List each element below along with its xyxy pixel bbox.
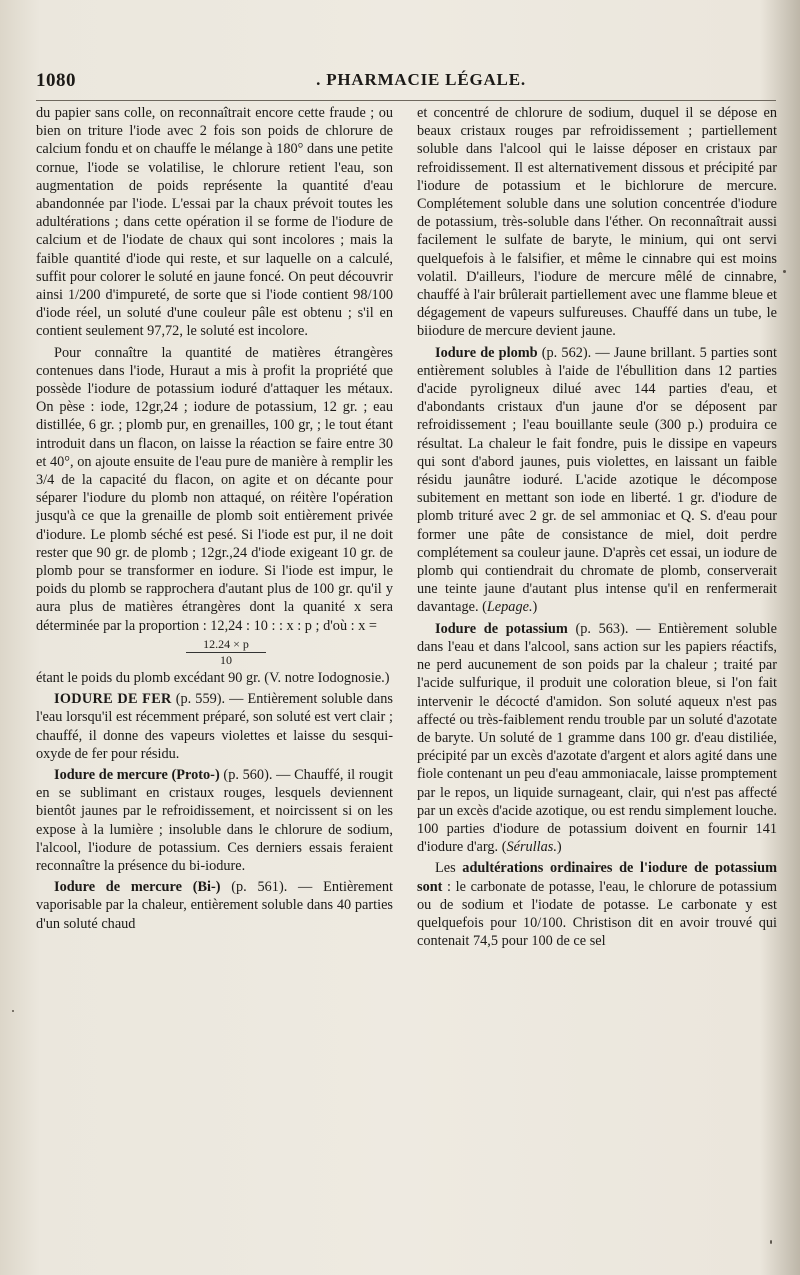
entry-title: Iodure de plomb xyxy=(435,344,538,361)
formula-denominator: 10 xyxy=(220,652,232,667)
citation: Sérullas. xyxy=(506,839,557,856)
entry-title: adultérations ordinaires de l'iodure de potassium sont xyxy=(417,860,778,895)
entry-iodure-de-potassium xyxy=(417,620,777,857)
paragraph: Pour connaître la quantité de matières étrangères contenues dans l'iode, Huraut a mis à profit la propriété que possède l'iodure de potassium ioduré d'attaquer les métaux. On pèse : iode, 12gr,24 ; iodure de potassium, 12 gr. ; eau distillée, 6 gr. ; plomb pur, en grenailles, 100 gr, ; le tout étant introduit dans un flacon, on laisse la réaction se faire entre 30 et 40°, on ajoute ensuite de l'eau pure de manière à remplir les 3/4 de la capacité du flacon, on agite et on décante pour séparer l'iodure du plomb non attaqué, on réitère l'opération jusqu'à ce que la grenaille de plomb soit entièrement privée d'iodure. Le plomb séché est pesé. Si l'iode est pur, il ne doit rester que 90 gr. de plomb ; 12gr.,24 d'iode exigeant 10 gr. de plomb pour se transformer en iodure. Si l'iode est impur, le poids du plomb se rapprochera d'autant plus de 100 gr. qu'il y aura plus de matières étrangères dont la quanité x sera déterminée par la proportion : 12,24 : 10 : : x : p ; d'où : x = xyxy=(36,344,393,634)
left-column xyxy=(36,104,393,933)
citation-close: ) xyxy=(532,599,538,616)
entry-iodure-de-plomb xyxy=(417,344,777,617)
entry-text: (p. 561). — Entièrement vaporisable par la chaleur, entièrement soluble dans 40 parties d'un soluté chaud xyxy=(36,879,393,932)
entry-text: (p. 562). — Jaune brillant. 5 parties sont entièrement solubles à l'aide de l'ébullition dans 12 parties d'acide pyroligneux dilué avec 144 parties d'eau, et d'abondants cristaux d'un jaune d'or se déposent par refroidissement ; l'eau bouillante seule (300 p.) produira ce résultat. La chaleur le fait fondre, puis le dissipe en vapeurs qui sont d'abord jaunes, puis violettes, en laissant un faible résidu jaunâtre ioduré. L'acide azotique le décompose subitement en mettant son iode en liberté. 1 gr. d'iodure de plomb trituré avec 2 gr. de sel ammoniac et Q. S. d'eau pour former une pâte de consistance de miel, doit perdre complétement sa couleur jaune. D'après cet essai, un iodure de plomb qui contiendrait du chromate de plomb, conserverait une teinte jaune d'autant plus intense qu'il en renfermerait davantage. ( xyxy=(417,344,777,616)
scan-speck xyxy=(12,1010,14,1012)
paragraph: et concentré de chlorure de sodium, duquel il se dépose en beaux cristaux rouges par refroidissement ; partiellement soluble dans l'alcool qui le laisse déposer en cristaux par refroidissement. Il est alternativement dissous et précipité par l'iodure de potassium et le bichlorure de mercure. Complétement soluble dans une solution concentrée d'iodure de potassium, très-soluble dans l'éther. On reconnaîtrait aussi facilement le sulfate de baryte, le minium, qui ont servi quelquefois à le falsifier, et même le cinnabre qui est moins volatil. D'ailleurs, l'iodure de mercure mêlé de cinnabre, chauffé à l'air brûlerait partiellement avec une flamme bleue et dégagement de vapeurs sulfureuses. Chauffé dans un tube, le biiodure de mercure devient jaune. xyxy=(417,105,777,340)
scan-speck xyxy=(770,1240,772,1244)
entry-text: : le carbonate de potasse, l'eau, le chlorure de potassium ou de sodium et l'iodate de potasse. Le carbonate y est quelquefois pour 10/100. Christison dit en avoir trouvé qui contenait 74,5 pour 100 de ce sel xyxy=(417,878,777,950)
paragraph: étant le poids du plomb excédant 90 gr. (V. notre Iodognosie.) xyxy=(36,669,390,686)
formula xyxy=(186,637,266,667)
paragraph-adulterations xyxy=(417,859,777,950)
header-rule xyxy=(36,100,776,101)
paragraph-lead: Les xyxy=(435,860,463,877)
entry-title: Iodure de potassium xyxy=(435,620,568,637)
citation: Lepage. xyxy=(486,599,533,616)
entry-title: Iodure de mercure (Proto-) xyxy=(54,766,220,783)
formula-numerator: 12.24 × p xyxy=(186,637,266,653)
citation-close: ) xyxy=(556,839,562,856)
scan-speck xyxy=(783,270,786,273)
entry-text: (p. 563). — Entièrement soluble dans l'eau et dans l'alcool, sans action sur les papiers réactifs, ne perd aucunement de son poids par la chaleur ; traité par l'acide sulfurique, il produit une coloration bleue, si l'on fait intervenir le décocté d'amidon. Son soluté aqueux n'est pas affecté ou très-faiblement rendu trouble par un soluté d'azotate de baryte. Un soluté de 1 gramme dans 100 gr. d'eau distiliée, précipité par un excès d'azotate d'argent et alors agité dans une fiole contenant un peu d'eau ammoniacale, laisse promptement par le repos, un liquide surnageant, clair, qui n'est pas affecté par un excès d'acide azotique, ou est rendu simplement louche. 100 parties d'iodure de potassium doivent en fournir 141 d'iodure d'arg. ( xyxy=(417,620,777,856)
running-title: . PHARMACIE LÉGALE. xyxy=(316,70,526,89)
entry-iodure-mercure-bi xyxy=(36,878,393,933)
entry-title: IODURE DE FER xyxy=(54,691,172,708)
page-number: 1080 xyxy=(36,70,76,91)
entry-text: (p. 560). — Chauffé, il rougit en se sublimant en cristaux rouges, lesquels deviennent bientôt jaunes par le refroidissement, et noircissent si on les expose à la lumière ; insoluble dans le chlorure de sodium, l'alcool, l'iodure de potassium. Ces derniers essais feraient reconnaître la présence du bi-iodure. xyxy=(36,766,393,874)
entry-text: (p. 559). — Entièrement soluble dans l'eau lorsqu'il est récemment préparé, son soluté est vert clair ; chauffé, il donne des vapeurs violettes et laisse du sesqui-oxyde de fer pour résidu. xyxy=(36,691,393,762)
paragraph: du papier sans colle, on reconnaîtrait encore cette fraude ; ou bien on triture l'iode avec 2 fois son poids de chlorure de calcium fondu et on chauffe le mélange à 180° dans une petite cornue, l'iode se volatilise, le chlorure retient l'eau, son augmentation de poids représente la quantité d'eau abandonnée par l'iode. L'essai par la chaux prévoit toutes les adultérations ; dans cette opération il se forme de l'iodure de calcium et de l'iodate de chaux qui sont incolores ; mais la faible quantité d'iode qui reste, et sur laquelle on a calculé, suffit pour colorer le soluté en jaune foncé. On peut découvrir ainsi 1/200 d'impureté, de sorte que si l'iode contient 98/100 d'iode réel, un soluté d'une couleur pâle est obtenu ; s'il en contient seulement 97,72, le soluté est incolore. xyxy=(36,105,393,340)
entry-title: Iodure de mercure (Bi-) xyxy=(54,879,221,896)
page-header xyxy=(36,70,776,94)
right-column xyxy=(417,104,777,950)
entry-iodure-de-fer xyxy=(36,690,393,763)
entry-iodure-mercure-proto xyxy=(36,766,393,875)
